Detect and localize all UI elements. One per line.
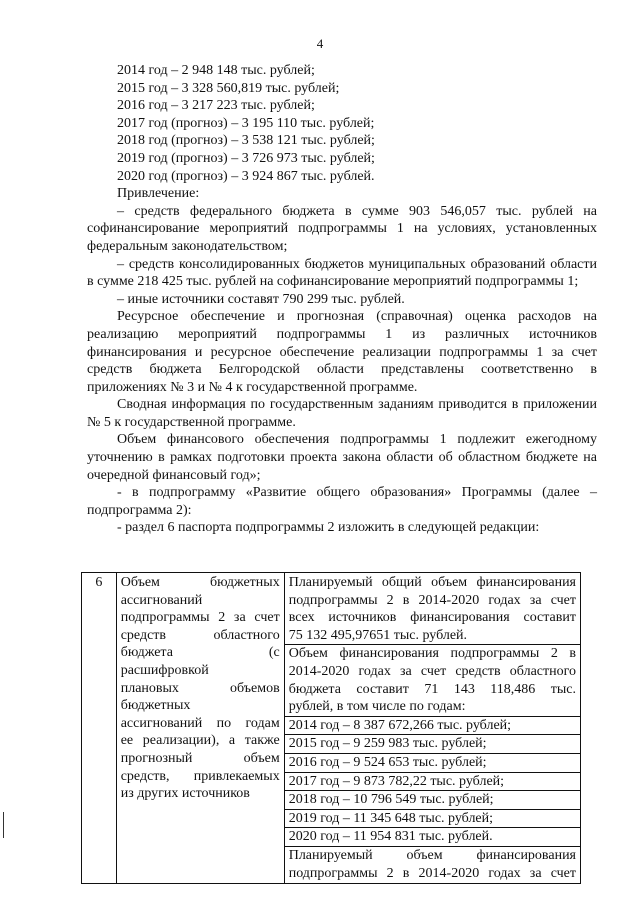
- row-name-line: средств, привлекаемых: [120, 768, 280, 784]
- page-number: 4: [316, 36, 324, 51]
- content-line: 75 132 495,97651 тыс. рублей.: [288, 627, 468, 643]
- year-line: 2020 год (прогноз) – 3 924 867 тыс. рублей.: [117, 168, 375, 184]
- passport-table: [81, 572, 581, 884]
- summary-paragraph: Сводная информация по государственным заданиям приводится в приложении № 5 к государственной программе.: [87, 397, 597, 430]
- row-name-cell: [116, 573, 284, 884]
- document-body: [87, 62, 597, 537]
- content-line: 2018 год – 10 796 549 тыс. рублей;: [285, 790, 580, 809]
- year-line: 2016 год – 3 217 223 тыс. рублей;: [117, 98, 315, 114]
- content-line: Планируемый объем финансирования: [285, 846, 580, 865]
- funding-paragraph: Объем финансового обеспечения подпрограммы 1 подлежит ежегодному уточнению в рамках подготовки проекта закона области об областном бюджете на очередной финансовый год»;: [87, 432, 597, 483]
- content-line: подпрограммы 2 в 2014-2020 годах за счет: [288, 865, 576, 881]
- year-line: 2015 год – 3 328 560,819 тыс. рублей;: [117, 80, 340, 96]
- row-name-line: Объем бюджетных: [120, 575, 280, 590]
- table-row: [82, 573, 581, 884]
- row-name-line: бюджета (с: [120, 645, 280, 661]
- subprogram2-paragraph: - в подпрограмму «Развитие общего образования» Программы (далее – подпрограмма 2):: [87, 485, 597, 518]
- row-name-line: прогнозный объем: [120, 750, 280, 766]
- row-name-line: средств областного: [120, 627, 280, 643]
- attraction-heading: Привлечение:: [117, 186, 200, 202]
- content-line: Планируемый общий объем финансирования: [288, 575, 576, 590]
- content-line: 2014 год – 8 387 672,266 тыс. рублей;: [285, 716, 580, 735]
- row-content-cell: [284, 573, 580, 884]
- municipal-budget-item: – средств консолидированных бюджетов муниципальных образований области в сумме 218 425 тыс. рублей на софинансирование мероприятий подпрограммы 1;: [87, 256, 597, 290]
- content-line: подпрограммы 2 в 2014-2020 годах за счет: [288, 592, 576, 608]
- content-line: 2016 год – 9 524 653 тыс. рублей;: [285, 753, 580, 772]
- row-name-line: ее реализации), а также: [120, 733, 280, 749]
- content-line: всех источников финансирования составит: [288, 610, 576, 626]
- year-line: 2018 год (прогноз) – 3 538 121 тыс. рублей;: [117, 133, 375, 149]
- content-line: 2020 год – 11 954 831 тыс. рублей.: [285, 827, 580, 846]
- year-line: 2019 год (прогноз) – 3 726 973 тыс. рублей;: [117, 150, 375, 166]
- content-line: бюджета составит 71 143 118,486 тыс.: [288, 681, 576, 697]
- row-name-line: плановых объемов: [120, 680, 280, 696]
- content-line: 2019 год – 11 345 648 тыс. рублей;: [285, 809, 580, 828]
- content-line: 2014-2020 годах за счет средств областного: [288, 663, 576, 679]
- resource-paragraph: Ресурсное обеспечение и прогнозная (справочная) оценка расходов на реализацию мероприятий подпрограммы 1 из различных источников финансирования и ресурсное обеспечение реализации подпрограммы 1 за счет средств бюджета Белгородской области представлены соответственно в приложениях № 3 и № 4 к государственной программе.: [87, 309, 597, 395]
- section6-paragraph: - раздел 6 паспорта подпрограммы 2 изложить в следующей редакции:: [117, 520, 540, 536]
- content-line: 2017 год – 9 873 782,22 тыс. рублей;: [285, 772, 580, 791]
- row-name-line: подпрограммы 2 за счет: [120, 610, 280, 626]
- federal-budget-item: – средств федерального бюджета в сумме 903 546,057 тыс. рублей на софинансирование мероприятий подпрограммы 1 на условиях, установленных федеральным законодательством;: [87, 203, 597, 254]
- row-name-line: расшифровкой: [120, 662, 209, 678]
- year-line: 2014 год – 2 948 148 тыс. рублей;: [117, 63, 315, 78]
- content-line: Объем финансирования подпрограммы 2 в: [285, 644, 580, 663]
- content-line: 2015 год – 9 259 983 тыс. рублей;: [285, 734, 580, 753]
- other-sources-item: – иные источники составят 790 299 тыс. рублей.: [117, 291, 405, 307]
- row-name-line: ассигнований: [120, 592, 203, 608]
- row-number: 6: [82, 573, 117, 884]
- row-name-line: ассигнований по годам: [120, 715, 280, 731]
- content-line: рублей, в том числе по годам:: [288, 699, 466, 715]
- row-name-line: бюджетных: [120, 698, 191, 714]
- row-name-line: из других источников: [120, 786, 250, 802]
- margin-mark: [3, 812, 4, 838]
- year-line: 2017 год (прогноз) – 3 195 110 тыс. рублей;: [117, 115, 375, 131]
